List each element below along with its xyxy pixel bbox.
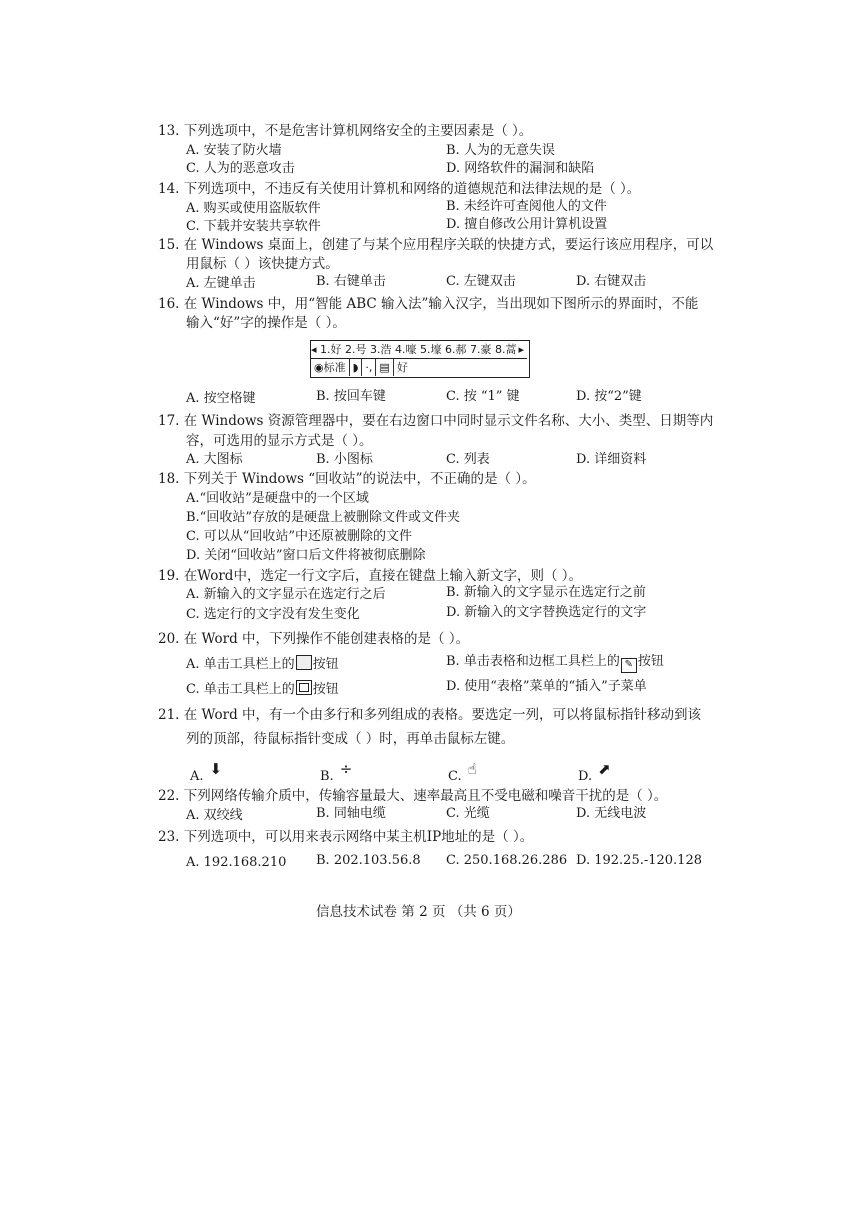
q21-option-b: B. ÷ xyxy=(320,760,353,784)
q18-option-a: A.“回收站”是硬盘中的一个区域 xyxy=(186,491,369,506)
page-footer: 信息技术试卷 第 2 页 （共 6 页） xyxy=(316,904,521,920)
q23-option-d: D. 192.25.-120.128 xyxy=(576,853,702,868)
question-22-stem: 22. 下列网络传输介质中，传输容量最大、速率最高且不受电磁和噪音干扰的是（ ）。 xyxy=(158,788,668,804)
q22-option-b: B. 同轴电缆 xyxy=(316,806,386,821)
down-arrow-icon: ⬇ xyxy=(209,760,223,778)
ime-input-text: 好 xyxy=(396,361,408,374)
q15-option-d: D. 右键双击 xyxy=(576,274,647,289)
q20-option-c: C. 单击工具栏上的 按钮 xyxy=(186,682,339,697)
ime-keyboard-icon: ▤ xyxy=(376,359,393,376)
resize-split-icon: ÷ xyxy=(339,760,353,778)
q21-option-c: C. ☝ xyxy=(448,760,477,784)
question-17-stem-2: 容，可选用的显示方式是（ ）。 xyxy=(186,433,373,449)
ime-punct-icon: ·, xyxy=(362,359,376,376)
q14-option-b: B. 未经许可查阅他人的文件 xyxy=(446,199,607,214)
question-15-stem-2: 用鼠标（ ）该快捷方式。 xyxy=(186,256,339,272)
q22-option-d: D. 无线电波 xyxy=(576,806,647,821)
q23-option-c: C. 250.168.26.286 xyxy=(446,853,568,868)
q19-option-a: A. 新输入的文字显示在选定行之后 xyxy=(186,587,386,602)
q18-option-c: C. 可以从“回收站”中还原被删除的文件 xyxy=(186,529,413,544)
q16-option-d: D. 按“2”键 xyxy=(576,389,642,404)
q13-option-a: A. 安装了防火墙 xyxy=(186,143,282,158)
q22-option-a: A. 双绞线 xyxy=(186,808,243,823)
ime-candidate-bar xyxy=(311,341,527,359)
q20-option-d: D. 使用“表格”菜单的“插入”子菜单 xyxy=(446,679,647,694)
q20-option-a: A. 单击工具栏上的 按钮 xyxy=(186,657,339,672)
q23-option-a: A. 192.168.210 xyxy=(186,855,287,870)
q13-option-b: B. 人为的无意失误 xyxy=(446,143,555,158)
q16-option-b: B. 按回车键 xyxy=(316,389,386,404)
q18-option-b: B.“回收站”存放的是硬盘上被删除文件或文件夹 xyxy=(186,510,460,525)
q14-option-d: D. 擅自修改公用计算机设置 xyxy=(446,217,608,232)
question-13-stem: 13. 下列选项中，不是危害计算机网络安全的主要因素是（ ）。 xyxy=(158,123,533,139)
q17-option-b: B. 小图标 xyxy=(316,452,373,467)
ime-mode: ◉标准 xyxy=(311,359,350,376)
q16-option-c: C. 按 “1” 键 xyxy=(446,389,520,404)
q21-option-a: A. ⬇ xyxy=(190,760,223,784)
q18-option-d: D. 关闭“回收站”窗口后文件将被彻底删除 xyxy=(186,548,426,563)
q15-option-a: A. 左键单击 xyxy=(186,276,256,291)
question-20-stem: 20. 在 Word 中，下列操作不能创建表格的是（ ）。 xyxy=(158,631,470,647)
question-15-stem-1: 15. 在 Windows 桌面上，创建了与某个应用程序关联的快捷方式，要运行该应用程序，可以 xyxy=(158,237,714,253)
q13-option-d: D. 网络软件的漏洞和缺陷 xyxy=(446,161,595,176)
insert-table-icon xyxy=(296,655,312,670)
q19-option-c: C. 选定行的文字没有发生变化 xyxy=(186,607,360,622)
diagonal-arrow-icon: ⬈ xyxy=(598,760,611,778)
hand-pointer-icon: ☝ xyxy=(467,760,477,778)
question-16-stem-1: 16. 在 Windows 中，用“智能 ABC 输入法”输入汉字，当出现如下图所示的界面时，不能 xyxy=(158,296,699,312)
question-14-stem: 14. 下列选项中，不违反有关使用计算机和网络的道德规范和法律法规的是（ ）。 xyxy=(158,181,641,197)
question-16-stem-2: 输入“好”字的操作是（ ）。 xyxy=(186,315,346,331)
q14-option-a: A. 购买或使用盗版软件 xyxy=(186,201,321,216)
ime-status-bar xyxy=(311,359,527,376)
q19-option-b: B. 新输入的文字显示在选定行之前 xyxy=(446,585,646,600)
question-18-stem: 18. 下列关于 Windows “回收站”的说法中，不正确的是（ ）。 xyxy=(158,471,536,487)
outside-border-icon xyxy=(296,680,312,695)
q13-option-c: C. 人为的恶意攻击 xyxy=(186,161,295,176)
question-17-stem-1: 17. 在 Windows 资源管理器中，要在右边窗口中同时显示文件名称、大小、类型、日期等内 xyxy=(158,413,714,429)
ime-candidate-window xyxy=(310,340,530,378)
q14-option-c: C. 下载并安装共享软件 xyxy=(186,219,321,234)
q19-option-d: D. 新输入的文字替换选定行的文字 xyxy=(446,605,647,620)
q21-option-d: D. ⬈ xyxy=(578,760,611,784)
q17-option-d: D. 详细资料 xyxy=(576,452,647,467)
q17-option-c: C. 列表 xyxy=(446,452,490,467)
ime-moon-icon: ◗ xyxy=(350,359,363,376)
draw-table-pencil-icon: ✎ xyxy=(621,658,637,673)
q23-option-b: B. 202.103.56.8 xyxy=(316,853,421,868)
question-21-stem-2: 列的顶部，待鼠标指针变成（ ）时，再单击鼠标左键。 xyxy=(186,731,515,747)
q16-option-a: A. 按空格键 xyxy=(186,391,256,406)
question-23-stem: 23. 下列选项中，可以用来表示网络中某主机IP地址的是（ ）。 xyxy=(158,829,534,845)
ime-scroll-left-icon: ◂ xyxy=(311,343,317,356)
q15-option-c: C. 左键双击 xyxy=(446,274,516,289)
ime-candidate-list: 1.好 2.号 3.浩 4.嚎 5.壕 6.郝 7.豪 8.蒿 xyxy=(320,343,517,356)
question-19-stem: 19. 在Word中，选定一行文字后，直接在键盘上输入新文字，则（ ）。 xyxy=(158,568,582,584)
question-21-stem-1: 21. 在 Word 中，有一个由多行和多列组成的表格。要选定一列，可以将鼠标指针移动到该 xyxy=(158,707,702,723)
q22-option-c: C. 光缆 xyxy=(446,806,490,821)
ime-scroll-right-icon: ▸ xyxy=(518,343,524,356)
q17-option-a: A. 大图标 xyxy=(186,452,243,467)
q20-option-b: B. 单击表格和边框工具栏上的 ✎ 按钮 xyxy=(446,653,664,673)
q15-option-b: B. 右键单击 xyxy=(316,274,386,289)
